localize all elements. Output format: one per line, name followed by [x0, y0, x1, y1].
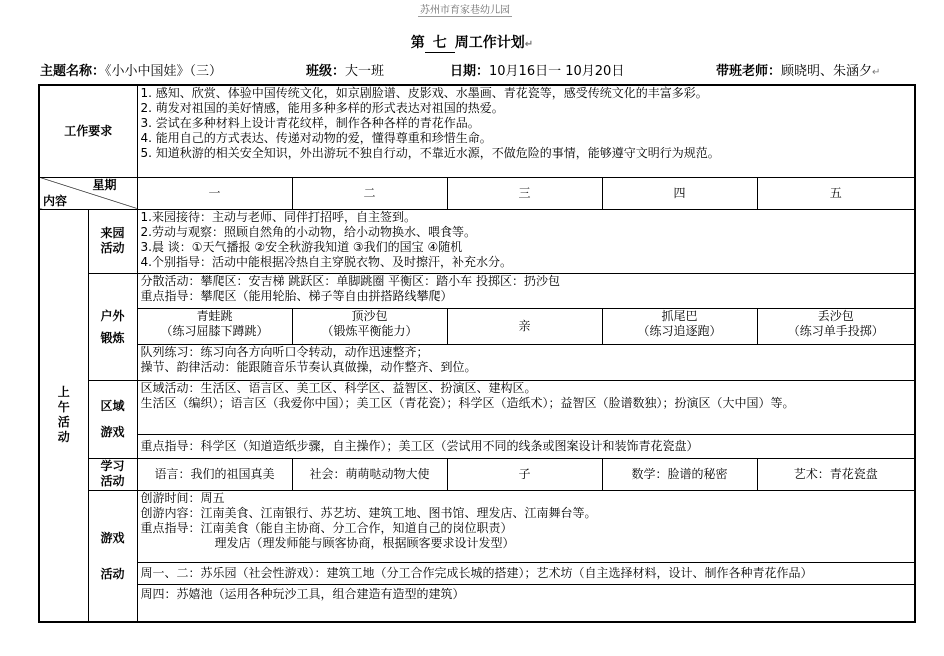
- diagonal-header-cell: [39, 177, 137, 209]
- day-monday: 一: [137, 177, 292, 209]
- study-day-cell: 数学：脸谱的秘密: [602, 458, 757, 490]
- work-requirements-label: 工作要求: [39, 85, 137, 177]
- work-requirements-row: [39, 85, 915, 177]
- outdoor-day-cell: 顶沙包 （锻炼平衡能力）: [292, 308, 447, 344]
- area-focus-row: [39, 434, 915, 458]
- class-value: 大一班: [345, 64, 385, 79]
- title-suffix: 周工作计划: [454, 35, 525, 51]
- page-title: [0, 32, 944, 53]
- game-week-content: 周一、二：苏乐园（社会性游戏）：建筑工地（分工合作完成长城的搭建）；艺术坊（自主选择材料，设计、制作各种青花作品） 周四：苏嬉池（运用各种玩沙工具，组合建造有造型的建筑）: [137, 562, 915, 622]
- area-focus-content: 重点指导：科学区（知道造纸步骤，自主操作）；美工区（尝试用不同的线条或图案设计和装饰青花瓷盘）: [137, 434, 915, 458]
- requirement-item: 4. 能用自己的方式表达、传递对动物的爱，懂得尊重和珍惜生命。: [140, 131, 492, 145]
- game-content: 创游时间：周五 创游内容：江南美食、江南银行、苏艺坊、建筑工地、图书馆、理发店、江南舞台等。 重点指导：江南美食（能自主协商、分工合作，知道自己的岗位职责） 理发店（理发师能与顾客协商，根据顾客要求设计发型）: [137, 490, 915, 562]
- content-label: 内容: [43, 193, 68, 208]
- day-thursday: 四: [602, 177, 757, 209]
- date-value: 10月16日一 10月20日: [489, 64, 625, 79]
- outdoor-scatter-content: 分散活动：攀爬区：安吉梯 跳跃区：单脚跳圈 平衡区：踏小车 投掷区：扔沙包 重点指导：攀爬区（能用轮胎、梯子等自由拼搭路线攀爬）: [137, 273, 915, 308]
- header-note: 苏州市育家巷幼儿园: [418, 1, 512, 17]
- title-week-number: 七: [425, 32, 455, 53]
- day-header-row: [39, 177, 915, 209]
- requirement-item: 3. 尝试在多种材料上设计青花纹样，制作各种各样的青花作品。: [140, 116, 480, 130]
- outdoor-day-cell: 青蛙跳 （练习屈膝下蹲跳）: [137, 308, 292, 344]
- arrival-label: 来园 活动: [88, 209, 137, 273]
- outdoor-day-cell: 抓尾巴 （练习追逐跑）: [602, 308, 757, 344]
- class-label: 班级：: [306, 64, 346, 79]
- game-label: 游戏 活动: [88, 490, 137, 622]
- outdoor-drill-content: 队列练习：练习向各方向听口令转动，动作迅速整齐； 操节、韵律活动：能跟随音乐节奏认真做操，动作整齐、到位。: [137, 344, 915, 380]
- area-label: 区域 游戏: [88, 380, 137, 458]
- outdoor-days-row: [39, 308, 915, 344]
- day-tuesday: 二: [292, 177, 447, 209]
- arrival-content: 1.来园接待：主动与老师、同伴打招呼，自主签到。 2.劳动与观察：照顾自然角的小动物，给小动物换水、喂食等。 3.晨 谈：①天气播报 ②安全秋游我知道 ③我们的国宝 ④随机 4.个别指导：活动中能根据冷热自主穿脱衣物、及时擦汗，补充水分。: [137, 209, 915, 273]
- teacher-value: 顾晓明、朱涵夕: [781, 64, 873, 79]
- class-info: [306, 60, 384, 79]
- theme-value: 《小小中国娃》（三）: [105, 64, 223, 79]
- study-day-cell: 艺术：青花瓷盘: [757, 458, 915, 490]
- area-content: 区域活动：生活区、语言区、美工区、科学区、益智区、扮演区、建构区。 生活区（编织）；语言区（我爱你中国）；美工区（青花瓷）；科学区（造纸术）；益智区（脸谱数独）；扮演区（大中国）等。: [137, 380, 915, 434]
- requirement-item: 1. 感知、欣赏、体验中国传统文化，如京剧脸谱、皮影戏、水墨画、青花瓷等，感受传统文化的丰富多彩。: [140, 86, 708, 100]
- study-day-cell: 语言：我们的祖国真美: [137, 458, 292, 490]
- requirement-item: 2. 萌发对祖国的美好情感，能用多种多样的形式表达对祖国的热爱。: [140, 101, 504, 115]
- day-friday: 五: [757, 177, 915, 209]
- outdoor-day-cell: 丢沙包 （练习单手投掷）: [757, 308, 915, 344]
- paragraph-mark-icon: ↵: [524, 39, 534, 50]
- outdoor-label: 户外 锻炼: [88, 273, 137, 380]
- date-info: [450, 60, 624, 79]
- theme-label: 主题名称：: [40, 64, 106, 79]
- arrival-row: [39, 209, 915, 273]
- study-day-cell: 社会：萌萌哒动物大使: [292, 458, 447, 490]
- requirement-item: 5. 知道秋游的相关安全知识，外出游玩不独自行动，不靠近水源，不做危险的事情，能够遵守文明行为规范。: [140, 146, 720, 160]
- study-day-cell: 子: [447, 458, 602, 490]
- study-row: [39, 458, 915, 490]
- date-label: 日期：: [450, 64, 490, 79]
- week-label: 星期: [92, 177, 117, 192]
- study-label: 学习 活动: [88, 458, 137, 490]
- outdoor-scatter-row: [39, 273, 915, 308]
- area-row: [39, 380, 915, 434]
- game-week-row: [39, 562, 915, 622]
- game-row: [39, 490, 915, 562]
- outdoor-drill-row: [39, 344, 915, 380]
- paragraph-mark-icon: ↵: [872, 67, 881, 78]
- work-requirements-content: [137, 85, 915, 177]
- theme-info: [40, 60, 222, 79]
- title-prefix: 第: [410, 35, 425, 51]
- teacher-info: [716, 60, 880, 79]
- outdoor-day-cell: 亲: [447, 308, 602, 344]
- weekly-plan-table: [38, 84, 916, 623]
- teacher-label: 带班老师：: [716, 64, 782, 79]
- day-wednesday: 三: [447, 177, 602, 209]
- morning-activity-label: 上 午 活 动: [39, 209, 88, 622]
